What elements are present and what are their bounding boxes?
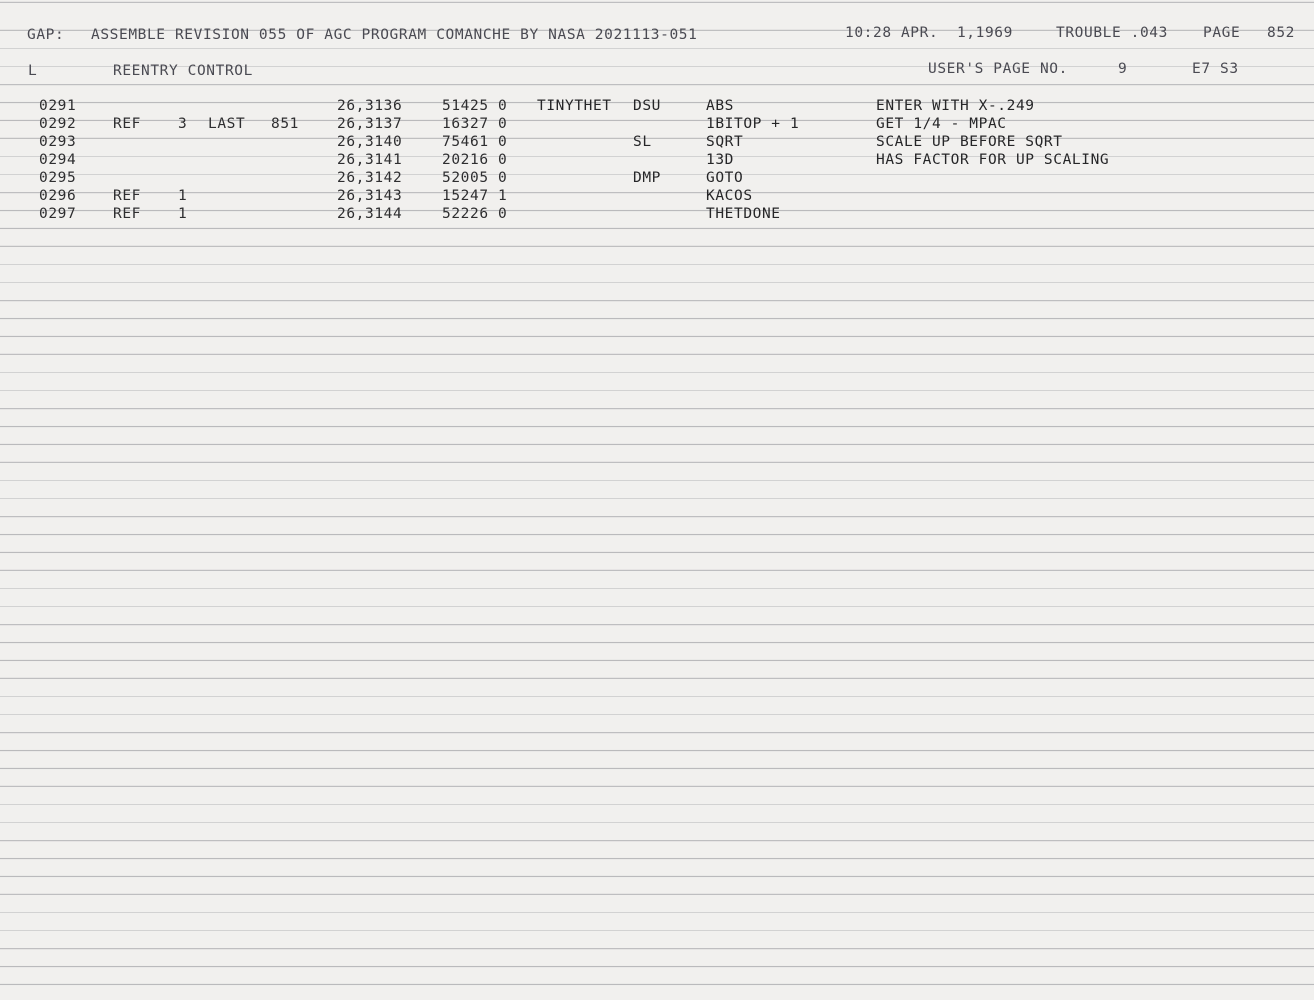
operand: GOTO (706, 170, 744, 186)
opcode: SL (633, 134, 652, 150)
symbol-label: TINYTHET (537, 98, 612, 114)
line-number: 0295 (39, 170, 77, 186)
ref-label: REF (113, 188, 141, 204)
octal-word: 15247 1 (442, 188, 508, 204)
octal-word: 52226 0 (442, 206, 508, 222)
octal-word: 52005 0 (442, 170, 508, 186)
sheet-code: E7 S3 (1192, 61, 1239, 77)
last-page: 851 (271, 116, 299, 132)
opcode: DMP (633, 170, 661, 186)
comment: SCALE UP BEFORE SQRT (876, 134, 1063, 150)
comment: HAS FACTOR FOR UP SCALING (876, 152, 1110, 168)
ref-label: REF (113, 116, 141, 132)
operand: 1BITOP + 1 (706, 116, 800, 132)
address: 26,3144 (337, 206, 403, 222)
users-page-label: USER'S PAGE NO. (928, 61, 1068, 77)
address: 26,3141 (337, 152, 403, 168)
users-page-number: 9 (1118, 61, 1128, 77)
ref-label: REF (113, 206, 141, 222)
operand: SQRT (706, 134, 744, 150)
ref-count: 3 (178, 116, 188, 132)
line-number: 0297 (39, 206, 77, 222)
octal-word: 51425 0 (442, 98, 508, 114)
operand: THETDONE (706, 206, 781, 222)
octal-word: 75461 0 (442, 134, 508, 150)
opcode: DSU (633, 98, 661, 114)
ref-count: 1 (178, 188, 188, 204)
comment: ENTER WITH X-.249 (876, 98, 1035, 114)
last-label: LAST (208, 116, 246, 132)
operand: KACOS (706, 188, 753, 204)
page-title: ASSEMBLE REVISION 055 OF AGC PROGRAM COMANCHE BY NASA 2021113-051 (91, 27, 698, 43)
line-number: 0292 (39, 116, 77, 132)
address: 26,3137 (337, 116, 403, 132)
trouble-label: TROUBLE .043 (1056, 25, 1168, 41)
gap-label: GAP: (27, 27, 65, 43)
page-label: PAGE (1203, 25, 1241, 41)
operand: 13D (706, 152, 734, 168)
operand: ABS (706, 98, 734, 114)
line-number: 0294 (39, 152, 77, 168)
flag-letter: L (28, 63, 38, 79)
section-title: REENTRY CONTROL (113, 63, 253, 79)
page-number: 852 (1267, 25, 1295, 41)
address: 26,3136 (337, 98, 403, 114)
comment: GET 1/4 - MPAC (876, 116, 1007, 132)
octal-word: 16327 0 (442, 116, 508, 132)
line-number: 0293 (39, 134, 77, 150)
line-number: 0296 (39, 188, 77, 204)
address: 26,3142 (337, 170, 403, 186)
line-number: 0291 (39, 98, 77, 114)
address: 26,3143 (337, 188, 403, 204)
ref-count: 1 (178, 206, 188, 222)
octal-word: 20216 0 (442, 152, 508, 168)
address: 26,3140 (337, 134, 403, 150)
datetime: 10:28 APR. 1,1969 (845, 25, 1013, 41)
